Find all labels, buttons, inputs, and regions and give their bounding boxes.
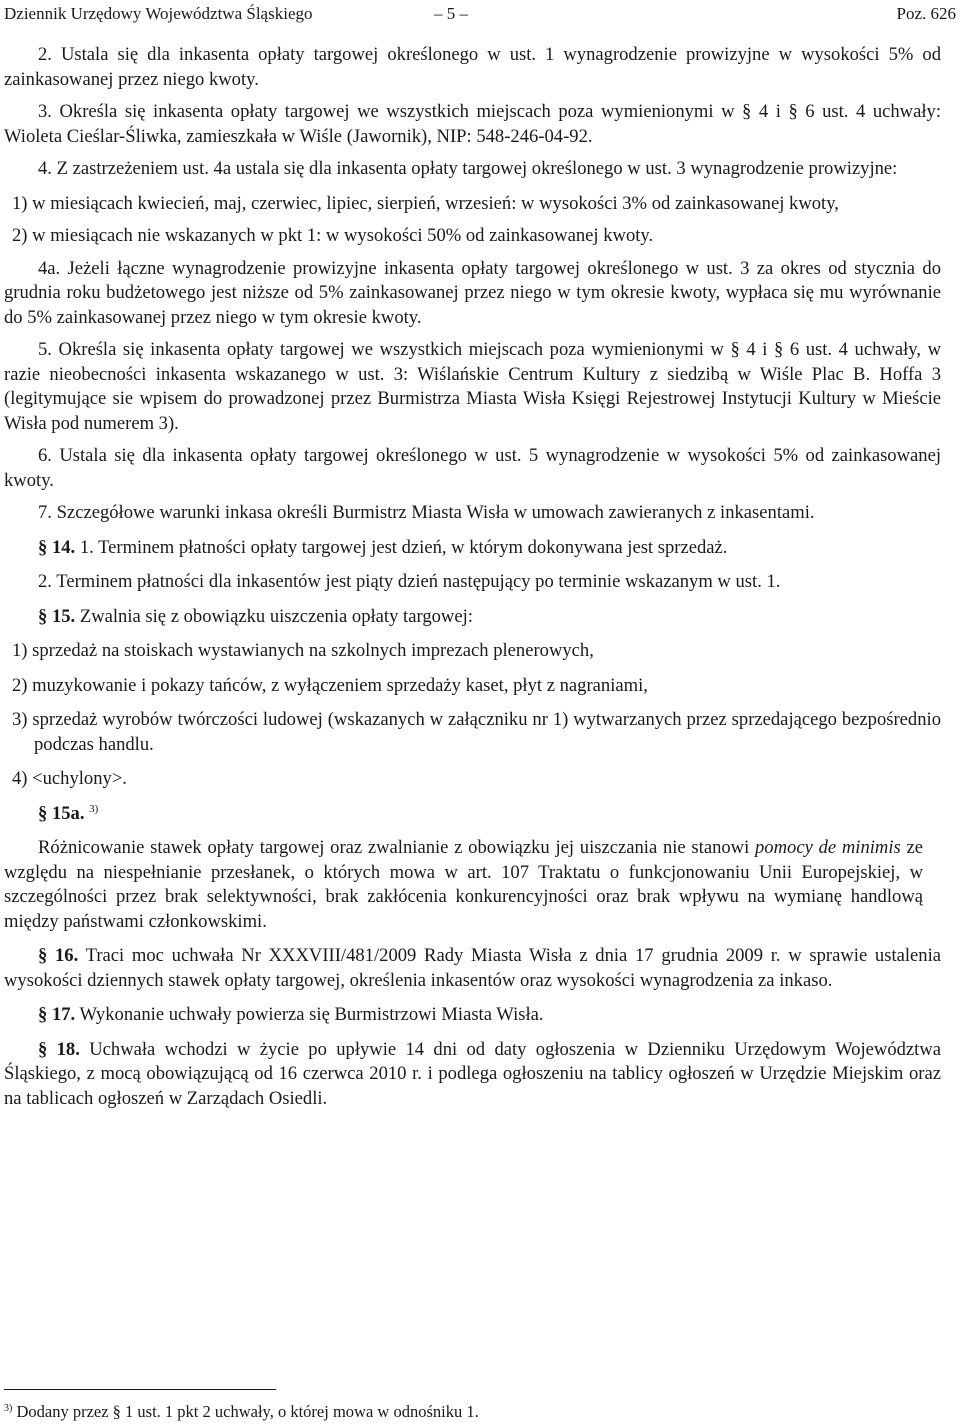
italic-term: pomocy de minimis — [755, 837, 901, 858]
section-18 — [4, 1038, 941, 1112]
paragraph-ust-5: 5. Określa się inkasenta opłaty targowej we wszystkich miejscach poza wymienionymi w § 4 i § 6 ust. 4 uchwały, w razie nieobecności inkasenta wskazanego w ust. 3: Wiślańskie Centrum Kultury z siedzibą w Wiśle Plac B. Hoffa 3 (legitymujące sie wpisem do prowadzonej przez Burmistrza Miasta Wisła Księgi Rejestrowej Instytucji Kultury w Mieście Wisła pod numerem 3). — [4, 339, 941, 434]
list-item: 3) sprzedaż wyrobów twórczości ludowej (wskazanych w załączniku nr 1) wytwarzanych przez sprzedającego bezpośrednio podczas handlu. — [12, 709, 941, 755]
section-15a-text: Różnicowanie stawek opłaty targowej oraz zwalnianie z obowiązku jej uiszczania nie stanowi pomocy de minimis ze względu na niespełnianie przesłanek, o których mowa w art. 107 Traktatu o funkcjonowaniu Unii Europejskiej, w szczególności przez brak selektywności, brak zakłócenia konkurencyjności oraz brak wpływu na wymianę handlową między państwami członkowskimi. — [4, 837, 923, 932]
page-header — [4, 2, 956, 26]
section-number: § 14. — [38, 536, 76, 558]
section-number: § 15. — [38, 605, 76, 627]
footnote-ref: 3) — [89, 802, 99, 815]
position-number: Poz. 626 — [896, 4, 956, 23]
section-text: Wykonanie uchwały powierza się Burmistrzowi Miasta Wisła. — [75, 1004, 544, 1025]
paragraph-ust-3: 3. Określa się inkasenta opłaty targowej we wszystkich miejscach poza wymienionymi w § 4 i § 6 ust. 4 uchwały: Wioleta Cieślar-Śliwka, zamieszkała w Wiśle (Jawornik), NIP: 548-246-04-92. — [4, 101, 941, 147]
footnote — [4, 1402, 479, 1422]
footnote-text: Dodany przez § 1 ust. 1 pkt 2 uchwały, o której mowa w odnośniku 1. — [12, 1402, 479, 1421]
section-15 — [4, 605, 941, 630]
paragraph-14-2: 2. Terminem płatności dla inkasentów jest piąty dzień następujący po terminie wskazanym w ust. 1. — [38, 571, 781, 592]
footnote-divider — [4, 1389, 276, 1390]
section-15a-heading — [4, 802, 941, 827]
list-item: 1) sprzedaż na stoiskach wystawianych na szkolnych imprezach plenerowych, — [12, 640, 594, 661]
section-number: § 17. — [38, 1004, 76, 1025]
section-14 — [4, 536, 941, 561]
list-item: 2) muzykowanie i pokazy tańców, z wyłączeniem sprzedaży kaset, płyt z nagraniami, — [12, 674, 648, 696]
section-17 — [4, 1003, 941, 1028]
list-item: 2) w miesiącach nie wskazanych w pkt 1: w wysokości 50% od zainkasowanej kwoty. — [12, 225, 654, 246]
section-text: Uchwała wchodzi w życie po upływie 14 dni od daty ogłoszenia w Dzienniku Urzędowym Województwa Śląskiego, z mocą obowiązującą od 16 czerwca 2010 r. i podlega ogłoszeniu na tablicy ogłoszeń w Urzędzie Miejskim oraz na tablicach ogłoszeń w Zarządach Osiedli. — [4, 1038, 942, 1109]
journal-title: Dziennik Urzędowy Województwa Śląskiego — [4, 4, 313, 23]
paragraph-ust-2: 2. Ustala się dla inkasenta opłaty targowej określonego w ust. 1 wynagrodzenie prowizyjne w wysokości 5% od zainkasowanej przez niego kwoty. — [4, 44, 941, 90]
footnote-marker: 3) — [4, 1403, 13, 1414]
section-number: § 16. — [38, 945, 79, 966]
section-text: 1. Terminem płatności opłaty targowej jest dzień, w którym dokonywana jest sprzedaż. — [75, 536, 728, 558]
paragraph-ust-4: 4. Z zastrzeżeniem ust. 4a ustala się dla inkasenta opłaty targowej określonego w ust. 3 wynagrodzenie prowizyjne: — [38, 158, 898, 179]
section-number: § 18. — [38, 1038, 80, 1060]
paragraph-ust-4a: 4a. Jeżeli łączne wynagrodzenie prowizyjne inkasenta opłaty targowej określonego w ust. 3 za okres od stycznia do grudnia roku budżetowego jest niższe od 5% zainkasowanej przez niego w tym okresie kwoty, wypłaca się mu wyrównanie do 5% zainkasowanej przez niego w tym okresie kwoty. — [4, 257, 941, 328]
list-item: 4) <uchylony>. — [12, 768, 127, 789]
paragraph-ust-6: 6. Ustala się dla inkasenta opłaty targowej określonego w ust. 5 wynagrodzenie w wysokości 5% od zainkasowanej kwoty. — [4, 445, 941, 491]
section-text: Zwalnia się z obowiązku uiszczenia opłaty targowej: — [75, 605, 473, 627]
paragraph-ust-7: 7. Szczegółowe warunki inkasa określi Burmistrz Miasta Wisła w umowach zawieranych z inkasentami. — [38, 502, 815, 523]
page-number: – 5 – — [434, 4, 468, 23]
section-16 — [4, 944, 941, 993]
section-text: Traci moc uchwała Nr XXXVIII/481/2009 Rady Miasta Wisła z dnia 17 grudnia 2009 r. w sprawie ustalenia wysokości dziennych stawek opłaty targowej, określenia inkasentów oraz wysokości wynagrodzenia za inkaso. — [4, 945, 942, 991]
section-number: § 15a. — [38, 802, 85, 824]
document-body — [4, 43, 941, 1111]
list-item: 1) w miesiącach kwiecień, maj, czerwiec, lipiec, sierpień, wrzesień: w wysokości 3% od zainkasowanej kwoty, — [12, 192, 839, 214]
